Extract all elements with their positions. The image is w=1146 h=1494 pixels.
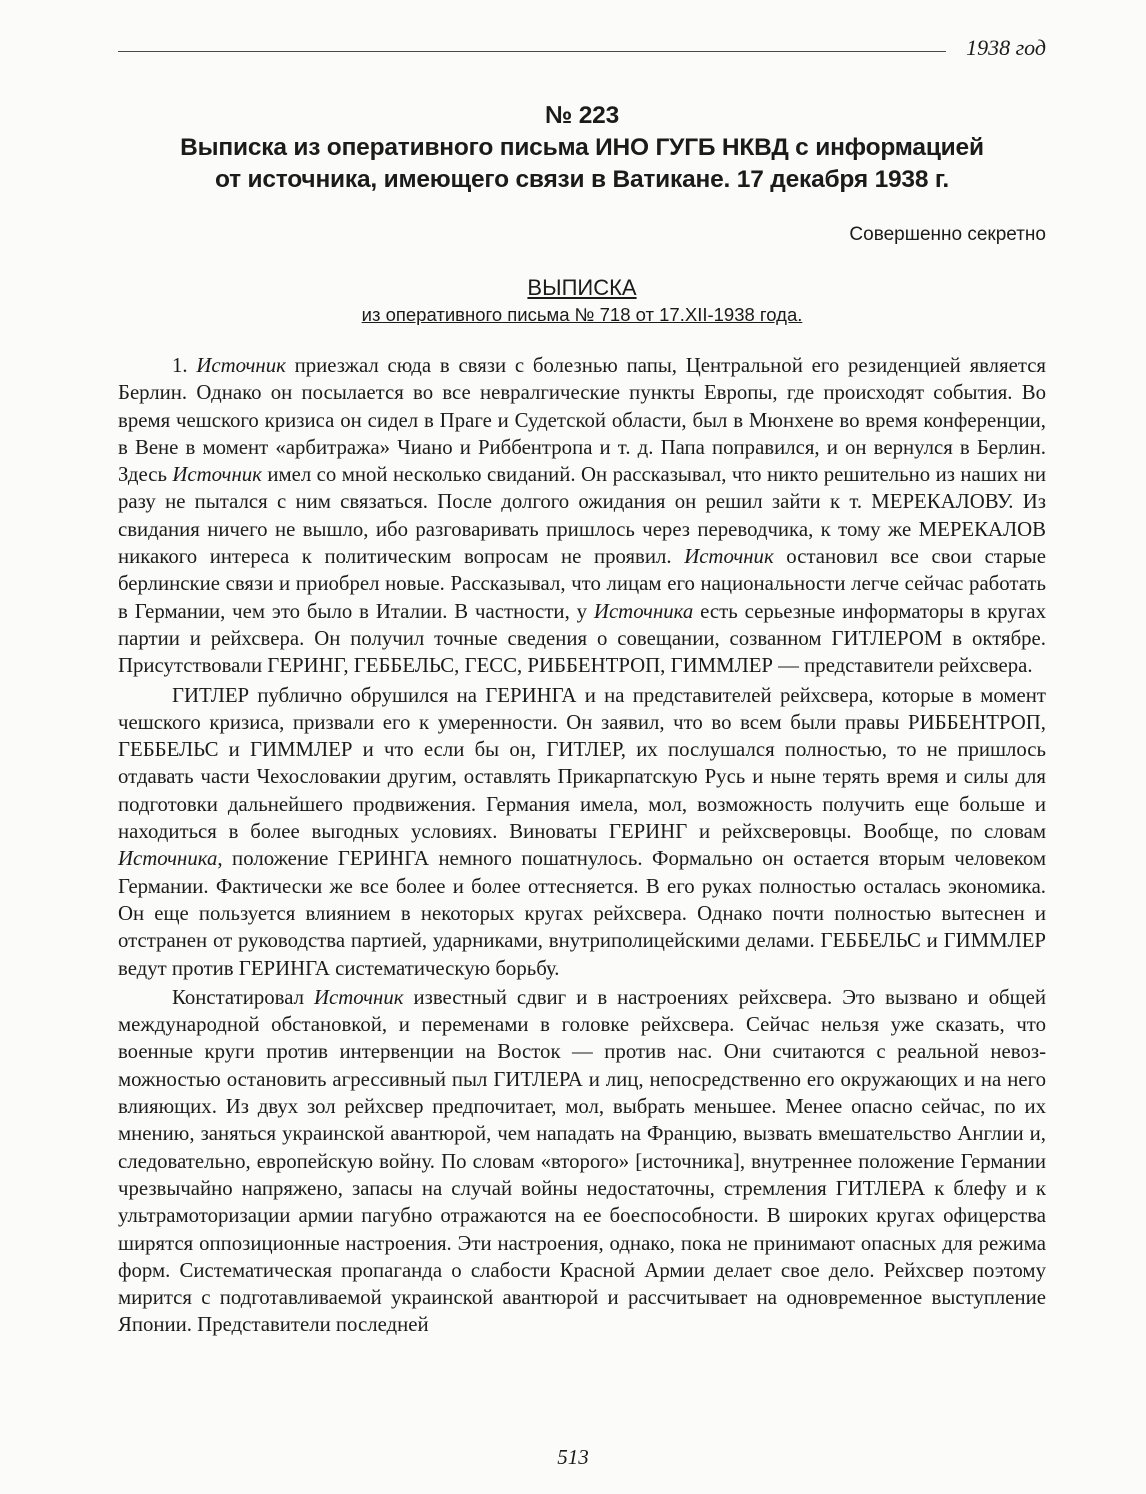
paragraph: ГИТЛЕР публично обрушился на ГЕРИНГА и на представителей рейхсвера, которые в момент чешского кризиса, призвали его к умеренности. Он заявил, что во всем были правы РИББЕНТРОП, ГЕББЕЛЬС и ГИММЛЕР и что если бы он, ГИТЛЕР, их послушался полностью, то не пришлось отдавать части Чехословакии другим, оставлять Прикарпатскую Русь и ныне терять время и силы для подготовки дальнейшего продвижения. Германия имела, мол, возможность получить еще больше и находиться в более выгодных условиях. Виноваты ГЕРИНГ и рейхсверовцы. Вообще, по словам Источника, положение ГЕРИНГА немного пошатнулось. Формально он остается вторым человеком Германии. Фактически же все более и более оттесняется. В его руках полностью осталась экономика. Он еще пользуется влиянием в некоторых кругах рейхсвера. Однако почти полностью вытеснен и отстранен от руководства партией, ударниками, внутриполицейскими делами. ГЕББЕЛЬС и ГИММЛЕР ведут против ГЕРИНГА систематическую борьбу.: [118, 683, 1046, 980]
document-heading: [118, 100, 1046, 196]
body-text: [118, 352, 1046, 1339]
document-number: № 223: [545, 102, 619, 129]
source-reference: Источник: [314, 985, 404, 1009]
source-reference: Источника: [118, 847, 218, 871]
extract-subtitle: из оперативного письма № 718 от 17.XII-1938 года.: [361, 304, 803, 325]
document-title-line-1: Выписка из оперативного письма ИНО ГУГБ НКВД с информацией: [180, 134, 984, 161]
source-reference: Источник: [172, 463, 262, 487]
paragraph: Констатировал Источник известный сдвиг и в настроениях рейхсвера. Это вызвано и общей международной обстановкой, и переменами в головке рейхсвера. Сейчас нельзя уже сказать, что военные круги против интервенции на Восток — против нас. Они считаются с реальной невозможностью остановить агрессивный пыл ГИТЛЕРА и лиц, непосредственно его окружающих и на него влияющих. Из двух зол рейхсвер предпочитает, мол, выбрать меньшее. Менее опасно сейчас, по их мнению, заняться украинской авантюрой, чем нападать на Францию, вызвать вмешательство Англии и, следовательно, европейскую войну. По словам «второго» [источника], внутреннее положение Германии чрезвычайно напряжено, запасы на случай войны недостаточны, стремления ГИТЛЕРА к блефу и к ультрамоторизации армии пагубно отражаются на ее боеспособности. В широких кругах офицерства ширятся оппозиционные настроения. Эти настроения, однако, пока не принимают опасных для режима форм. Систематическая пропаганда о слабости Красной Армии делает свое дело. Рейхсвер поэтому мирится с подготавливаемой украинской авантюрой и рассчитывает на одновременное выступление Японии. Представители последней: [118, 985, 1046, 1337]
extract-title: ВЫПИСКА: [527, 275, 637, 300]
source-reference: Источника: [593, 599, 694, 623]
document-title-line-2: от источника, имеющего связи в Ватикане. 17 декабря 1938 г.: [214, 166, 950, 193]
running-header: [118, 34, 1046, 62]
source-reference: Источник: [684, 545, 774, 569]
page-number: 513: [557, 1445, 589, 1469]
classification-stamp: Совершенно секретно: [849, 224, 1046, 245]
extract-title-block: [118, 274, 1046, 328]
paragraph: 1. Источник приезжал сюда в связи с болезнью папы, Центральной его резиденцией является Берлин. Однако он посылается во все невралгические пункты Европы, где происходят события. Во время чешского кризиса он сидел в Праге и Судетской области, был в Мюнхене во время конференции, в Вене в момент «арбитража» Чиано и Риббентропа и т. д. Папа поправился, и он вернулся в Берлин. Здесь Источник имел со мной несколько свиданий. Он рассказывал, что никто решительно из наших ни разу не пытался с ним связаться. После долгого ожидания он решил зайти к т. МЕРЕКАЛОВУ. Из свидания ничего не вышло, ибо разговаривать пришлось через переводчика, к тому же МЕРЕКАЛОВ никакого интереса к политическим вопросам не проявил. Источник остановил все свои старые берлинские связи и приобрел новые. Рассказывал, что лицам его национальности легче сейчас работать в Германии, чем это было в Италии. В частности, у Источника есть серьезные информаторы в кругах партии и рейхсвера. Он получил точные сведения о совещании, созванном ГИТЛЕРОМ в октябре. Присутствовали ГЕРИНГ, ГЕББЕЛЬС, ГЕСС, РИББЕНТРОП, ГИММЛЕР — представители рейхсвера.: [118, 354, 1047, 678]
source-reference: Источник: [196, 354, 286, 377]
header-year: 1938 год: [966, 35, 1046, 60]
header-rule: [118, 51, 946, 52]
